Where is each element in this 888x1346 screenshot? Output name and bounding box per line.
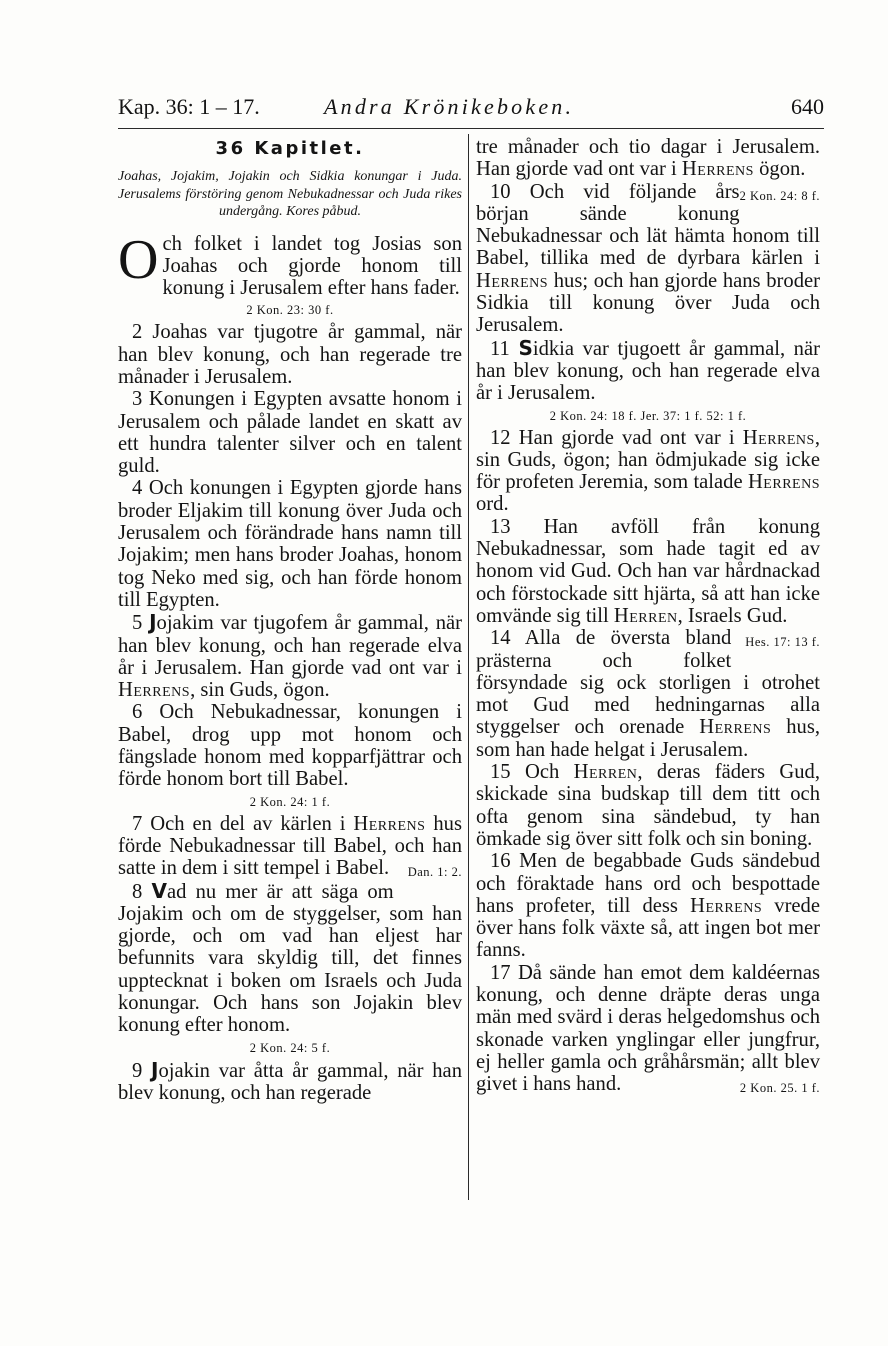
cross-reference: 2 Kon. 24: 8 f. xyxy=(739,188,820,203)
cross-reference: 2 Kon. 24: 18 f. Jer. 37: 1 f. 52: 1 f. xyxy=(549,408,747,423)
verse-initial: J xyxy=(149,610,157,635)
cross-reference: 2 Kon. 24: 1 f. xyxy=(249,794,331,809)
column-divider xyxy=(468,134,469,1200)
verse-7: 7 Och en del av kärlen i Herrens hus förde Nebukadnessar till Babel, och han satte in dem i sitt tempel i Babel. Dan. 1: 2. xyxy=(118,813,462,880)
verse-3: 3 Konungen i Egypten avsatte honom i Jerusalem och pålade landet en skatt av ett hundra talenter silver och en talent guld. xyxy=(118,388,462,478)
header-rule xyxy=(118,128,824,129)
verse-6: 6 Och Nebukadnessar, konungen i Babel, drog upp mot honom och fängslade honom med kopparfjättrar och förde honom bort till Babel. xyxy=(118,701,462,791)
left-column xyxy=(118,136,462,1104)
verse-13: 13 Han avföll från konung Nebukadnessar, som hade tagit ed av honom vid Gud. Och han var hårdnackad och förstockade sitt hjärta, så att han icke omvände sig till Herren, Israels Gud. Hes. 17: 13 f. xyxy=(476,516,820,627)
verse-15: 15 Och Herren, deras fäders Gud, skickade sina budskap till dem titt och ofta genom sina sändebud, ty han ömkade sig över sitt folk och sin boning. xyxy=(476,761,820,850)
drop-cap: O xyxy=(118,228,159,291)
right-column xyxy=(476,136,820,1099)
cross-reference: Hes. 17: 13 f. xyxy=(745,635,820,650)
book-title: Andra Krönikeboken. xyxy=(324,94,575,119)
verse-10: 10 Och vid följande års början sände konung Nebukadnessar och lät hämta honom till Babel, tillika med de dyrbara kärlen i Herrens hus; och han gjorde hans broder Sidkia till konung över Juda och Jerusalem. xyxy=(476,180,820,337)
verse-9-continued: tre månader och tio dagar i Jerusalem. Han gjorde vad ont var i Herrens ögon. 2 Kon. 24: 8 f. xyxy=(476,136,820,181)
verse-17: 17 Då sände han emot dem kaldéernas konung, och denne dräpte deras unga män med svärd i deras helgedomshus och skonade varken ynglingar eller jungfrur, ej heller gamla och gråhårsmän; allt blev givet i hans hand. 2 Kon. 25. 1 f. xyxy=(476,962,820,1096)
cross-reference: Dan. 1: 2. xyxy=(407,865,462,880)
verse-1: Och folket i landet tog Josias son Joahas och gjorde honom till konung i Jerusalem efter hans fader. xyxy=(118,228,462,300)
verse-16: 16 Men de begabbade Guds sändebud och föraktade hans ord och bespottade hans profeter, till dess Herrens vrede över hans folk växte så, att ingen bot mer fanns. xyxy=(476,850,820,962)
chapter-title: 36 Kapitlet. xyxy=(215,138,365,159)
verse-14: 14 Alla de översta bland prästerna och folket försyndade sig ock storligen i otrohet mot Gud med hedningarnas alla styggelser och orenade Herrens hus, som han hade helgat i Jerusalem. xyxy=(476,627,820,761)
chapter-reference: Kap. 36: 1 – 17. xyxy=(118,94,260,119)
verse-initial: J xyxy=(151,1057,159,1082)
verse-4: 4 Och konungen i Egypten gjorde hans broder Eljakim till konung över Juda och Jerusalem och förändrade hans namn till Jojakim; men hans broder Joahas, honom tog Neko med sig, och han förde honom till Egypten. xyxy=(118,477,462,611)
cross-reference: 2 Kon. 25. 1 f. xyxy=(739,1081,820,1096)
cross-reference: 2 Kon. 23: 30 f. xyxy=(246,303,334,318)
verse-2: 2 Joahas var tjugotre år gammal, när han blev konung, och han regerade tre månader i Jerusalem. xyxy=(118,321,462,388)
verse-8: 8 Vad nu mer är att säga om Jojakim och om de styggelser, som han gjorde, och om vad han eljest har befunnits vara skyldig till, det finnes upptecknat i boken om Israels och Juda konungar. Och hans son Jojakin blev konung efter honom. xyxy=(118,878,462,1037)
verse-12: 12 Han gjorde vad ont var i Herrens, sin Guds, ögon; han ödmjukade sig icke för profeten Jeremia, som talade Herrens ord. xyxy=(476,426,820,516)
verse-9: 9 Jojakin var åtta år gammal, när han blev konung, och han regerade xyxy=(118,1057,462,1104)
page-header xyxy=(118,92,824,126)
cross-reference: 2 Kon. 24: 5 f. xyxy=(249,1040,331,1055)
verse-11: 11 Sidkia var tjugoett år gammal, när han blev konung, och han regerade elva år i Jerusalem. xyxy=(476,335,820,405)
verse-5: 5 Jojakim var tjugofem år gammal, när han blev konung, och han regerade elva år i Jerusalem. Han gjorde vad ont var i Herrens, sin Guds, ögon. xyxy=(118,610,462,702)
chapter-summary: Joahas, Jojakim, Jojakin och Sidkia konungar i Juda. Jerusalems förstöring genom Nebukadnessar och Juda rikes undergång. Kores påbud. xyxy=(118,169,462,219)
page-number: 640 xyxy=(791,94,824,119)
verse-initial: S xyxy=(518,335,533,360)
verse-initial: V xyxy=(151,878,167,903)
